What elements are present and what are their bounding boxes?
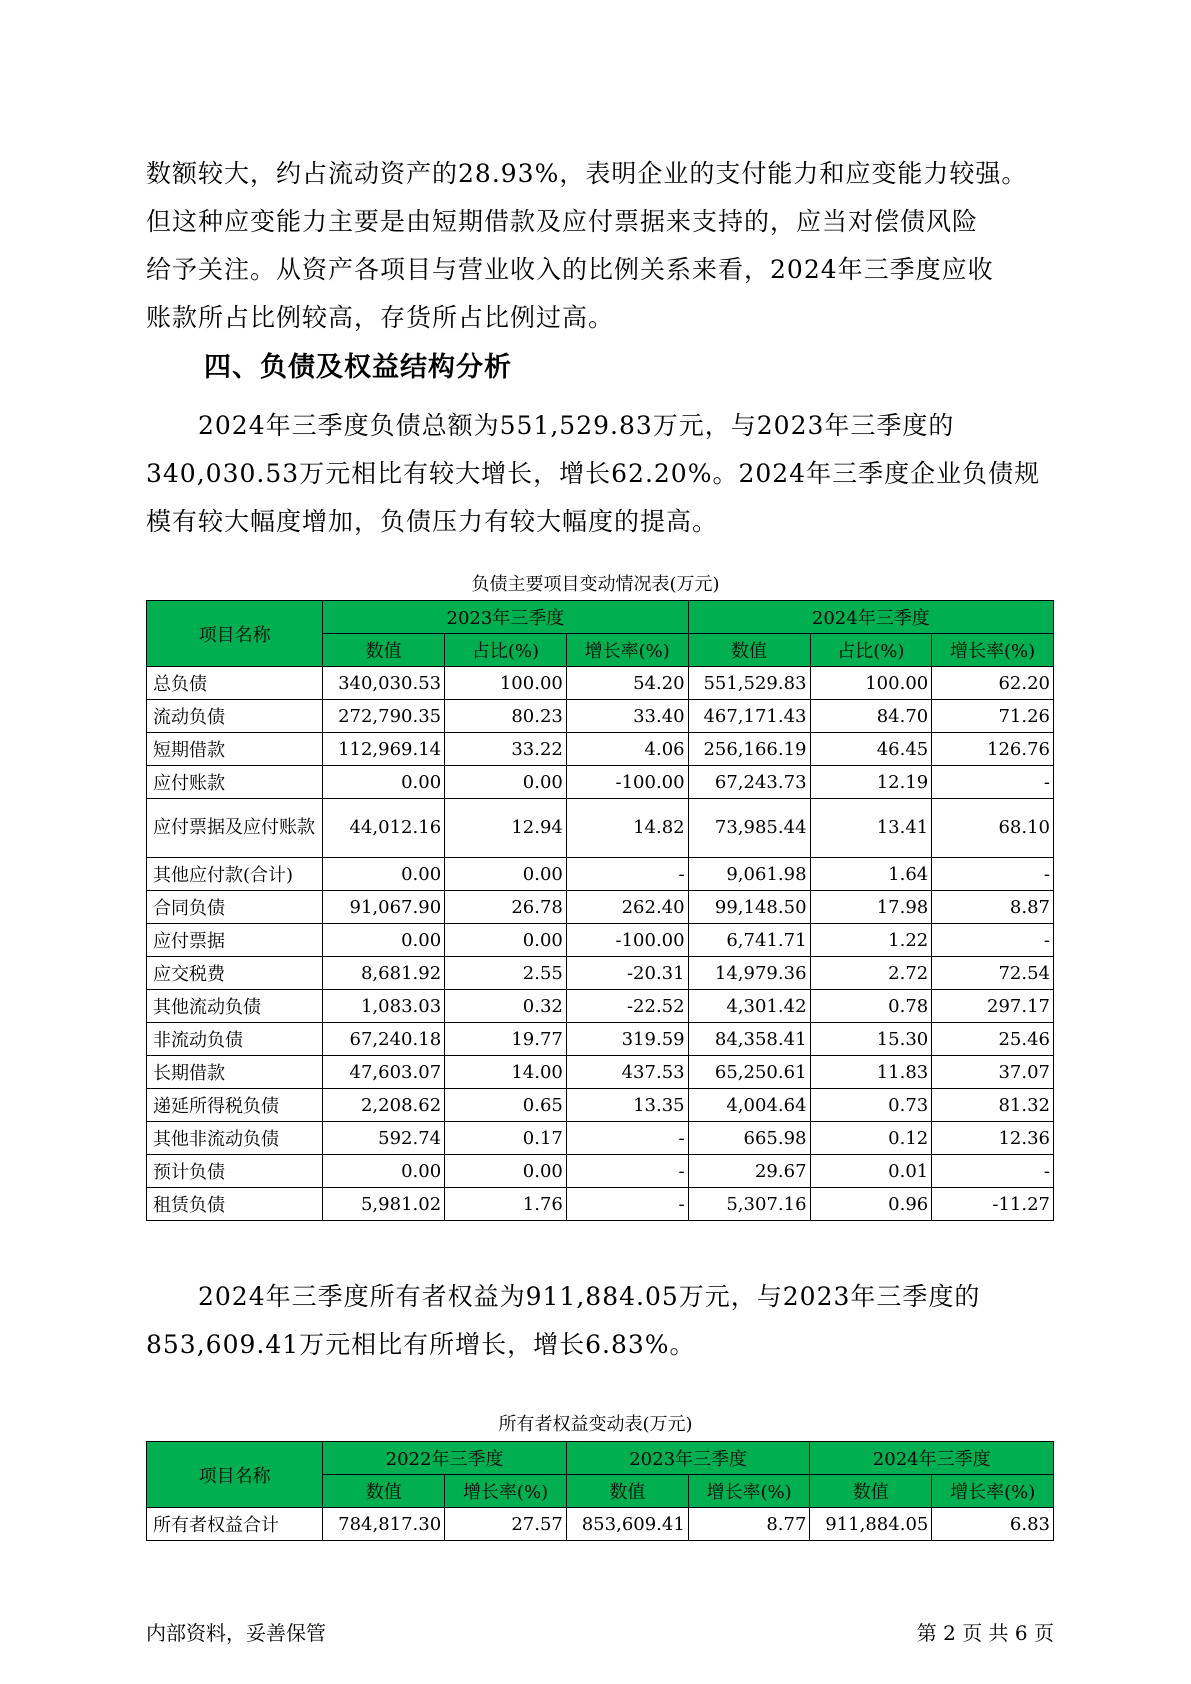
table-cell: 1.22 (810, 924, 932, 957)
paragraph-equity-summary (146, 1273, 1046, 1369)
table-cell: - (932, 1155, 1054, 1188)
table-cell: -20.31 (566, 957, 688, 990)
text-line: 账款所占比例较高，存货所占比例过高。 (146, 303, 615, 332)
table-cell: 319.59 (566, 1023, 688, 1056)
table-cell: 1.76 (445, 1188, 567, 1221)
row-label: 其他流动负债 (147, 990, 323, 1023)
table-cell: 33.40 (566, 700, 688, 733)
table-cell: - (932, 858, 1054, 891)
table-cell: 297.17 (932, 990, 1054, 1023)
table-cell: 73,985.44 (688, 799, 810, 858)
table-row (147, 667, 1054, 700)
table-cell: 665.98 (688, 1122, 810, 1155)
text-line: 但这种应变能力主要是由短期借款及应付票据来支持的，应当对偿债风险 (146, 207, 979, 236)
table-row (147, 990, 1054, 1023)
table-cell: 6.83 (932, 1508, 1054, 1541)
table-cell: 8.77 (688, 1508, 810, 1541)
table-cell: 14.00 (445, 1056, 567, 1089)
table-cell: 0.00 (445, 1155, 567, 1188)
table-cell: 81.32 (932, 1089, 1054, 1122)
table-row (147, 891, 1054, 924)
table-cell: 0.32 (445, 990, 567, 1023)
table-cell: 72.54 (932, 957, 1054, 990)
paragraph-asset-summary (146, 150, 1046, 342)
row-label: 流动负债 (147, 700, 323, 733)
text-line: 数额较大，约占流动资产的28.93%，表明企业的支付能力和应变能力较强。 (146, 159, 1028, 188)
column-header: 数值 (688, 634, 810, 667)
table-cell: 91,067.90 (323, 891, 445, 924)
table-cell: 0.12 (810, 1122, 932, 1155)
equity-table-body (147, 1508, 1054, 1541)
table-cell: - (932, 924, 1054, 957)
table-cell: 0.78 (810, 990, 932, 1023)
table-cell: 592.74 (323, 1122, 445, 1155)
table-row (147, 1122, 1054, 1155)
table-cell: 11.83 (810, 1056, 932, 1089)
table-cell: - (932, 766, 1054, 799)
table-cell: 2.55 (445, 957, 567, 990)
column-header-item-name: 项目名称 (147, 1442, 323, 1508)
table-cell: 5,307.16 (688, 1188, 810, 1221)
column-header: 数值 (323, 634, 445, 667)
table-cell: 4,004.64 (688, 1089, 810, 1122)
table-cell: 33.22 (445, 733, 567, 766)
table-cell: 67,240.18 (323, 1023, 445, 1056)
table-cell: -100.00 (566, 924, 688, 957)
table-cell: 13.35 (566, 1089, 688, 1122)
table-cell: 0.00 (323, 766, 445, 799)
table-cell: - (566, 858, 688, 891)
table-row (147, 1056, 1054, 1089)
table-cell: 340,030.53 (323, 667, 445, 700)
row-label: 租赁负债 (147, 1188, 323, 1221)
table-cell: -11.27 (932, 1188, 1054, 1221)
liabilities-table-body (147, 667, 1054, 1221)
table-cell: 14.82 (566, 799, 688, 858)
table-row (147, 1023, 1054, 1056)
table-cell: 784,817.30 (323, 1508, 445, 1541)
row-label: 短期借款 (147, 733, 323, 766)
row-label: 总负债 (147, 667, 323, 700)
row-label: 其他应付款(合计) (147, 858, 323, 891)
table-cell: 8,681.92 (323, 957, 445, 990)
table-cell: 112,969.14 (323, 733, 445, 766)
table-cell: 272,790.35 (323, 700, 445, 733)
row-label: 应付票据及应付账款 (147, 799, 323, 858)
table-cell: 65,250.61 (688, 1056, 810, 1089)
table-cell: 13.41 (810, 799, 932, 858)
table-row (147, 1155, 1054, 1188)
table-row (147, 1089, 1054, 1122)
equity-table (146, 1441, 1054, 1541)
table-cell: 853,609.41 (566, 1508, 688, 1541)
text-line: 2024年三季度所有者权益为911,884.05万元，与2023年三季度的 (198, 1282, 981, 1311)
table-cell: 4,301.42 (688, 990, 810, 1023)
column-group-header: 2023年三季度 (566, 1442, 810, 1475)
table-cell: 100.00 (810, 667, 932, 700)
row-label: 合同负债 (147, 891, 323, 924)
column-group-header: 2024年三季度 (810, 1442, 1054, 1475)
text-line: 2024年三季度负债总额为551,529.83万元，与2023年三季度的 (198, 411, 955, 440)
table-row (147, 957, 1054, 990)
table-cell: 0.17 (445, 1122, 567, 1155)
table-cell: 256,166.19 (688, 733, 810, 766)
table-row (147, 924, 1054, 957)
table-row (147, 799, 1054, 858)
paragraph-liability-summary (146, 402, 1046, 546)
table-cell: 84,358.41 (688, 1023, 810, 1056)
column-group-header: 2024年三季度 (688, 601, 1053, 634)
row-label: 递延所得税负债 (147, 1089, 323, 1122)
text-line: 853,609.41万元相比有所增长，增长6.83%。 (146, 1330, 696, 1359)
table-cell: 0.00 (323, 1155, 445, 1188)
table-cell: 0.00 (323, 858, 445, 891)
table-cell: 4.06 (566, 733, 688, 766)
table-cell: 126.76 (932, 733, 1054, 766)
table-cell: 100.00 (445, 667, 567, 700)
table-cell: 62.20 (932, 667, 1054, 700)
table-cell: 0.01 (810, 1155, 932, 1188)
table-caption-liabilities: 负债主要项目变动情况表(万元) (471, 574, 720, 595)
column-header-item-name: 项目名称 (147, 601, 323, 667)
table-cell: 44,012.16 (323, 799, 445, 858)
table-cell: - (566, 1188, 688, 1221)
table-row (147, 766, 1054, 799)
row-label: 其他非流动负债 (147, 1122, 323, 1155)
table-cell: 0.00 (445, 858, 567, 891)
row-label: 长期借款 (147, 1056, 323, 1089)
column-header: 占比(%) (445, 634, 567, 667)
table-cell: 27.57 (445, 1508, 567, 1541)
table-cell: 37.07 (932, 1056, 1054, 1089)
row-label: 所有者权益合计 (147, 1508, 323, 1541)
table-cell: 262.40 (566, 891, 688, 924)
table-cell: 551,529.83 (688, 667, 810, 700)
table-row (147, 733, 1054, 766)
table-cell: 911,884.05 (810, 1508, 932, 1541)
column-header: 增长率(%) (932, 1475, 1054, 1508)
footer-page-number: 第 2 页 共 6 页 (916, 1621, 1054, 1645)
table-cell: 2,208.62 (323, 1089, 445, 1122)
row-label: 非流动负债 (147, 1023, 323, 1056)
table-cell: 68.10 (932, 799, 1054, 858)
liabilities-table (146, 600, 1054, 1221)
column-header: 数值 (566, 1475, 688, 1508)
column-header: 占比(%) (810, 634, 932, 667)
table-cell: 0.00 (445, 924, 567, 957)
table-cell: - (566, 1122, 688, 1155)
table-caption-equity: 所有者权益变动表(万元) (498, 1414, 693, 1435)
table-cell: 84.70 (810, 700, 932, 733)
column-header: 增长率(%) (688, 1475, 810, 1508)
table-cell: -100.00 (566, 766, 688, 799)
table-cell: 99,148.50 (688, 891, 810, 924)
text-line: 340,030.53万元相比有较大增长，增长62.20%。2024年三季度企业负债规 (146, 459, 1041, 488)
table-row (147, 1508, 1054, 1541)
column-group-header: 2023年三季度 (323, 601, 688, 634)
table-cell: 14,979.36 (688, 957, 810, 990)
table-cell: 2.72 (810, 957, 932, 990)
table-row (147, 700, 1054, 733)
table-cell: 1.64 (810, 858, 932, 891)
table-cell: 17.98 (810, 891, 932, 924)
table-cell: 0.00 (445, 766, 567, 799)
table-cell: 12.19 (810, 766, 932, 799)
text-line: 模有较大幅度增加，负债压力有较大幅度的提高。 (146, 507, 719, 536)
table-cell: 9,061.98 (688, 858, 810, 891)
section-heading: 四、负债及权益结构分析 (204, 352, 512, 383)
table-cell: 47,603.07 (323, 1056, 445, 1089)
table-cell: 1,083.03 (323, 990, 445, 1023)
row-label: 应付票据 (147, 924, 323, 957)
table-cell: 467,171.43 (688, 700, 810, 733)
table-cell: -22.52 (566, 990, 688, 1023)
table-cell: 6,741.71 (688, 924, 810, 957)
table-row (147, 1188, 1054, 1221)
table-cell: 8.87 (932, 891, 1054, 924)
row-label: 应交税费 (147, 957, 323, 990)
table-cell: 67,243.73 (688, 766, 810, 799)
table-cell: 0.00 (323, 924, 445, 957)
table-cell: 15.30 (810, 1023, 932, 1056)
table-cell: 12.36 (932, 1122, 1054, 1155)
table-cell: 54.20 (566, 667, 688, 700)
table-cell: 12.94 (445, 799, 567, 858)
table-cell: 26.78 (445, 891, 567, 924)
table-cell: 0.96 (810, 1188, 932, 1221)
table-cell: 80.23 (445, 700, 567, 733)
table-row (147, 858, 1054, 891)
column-header: 增长率(%) (566, 634, 688, 667)
row-label: 预计负债 (147, 1155, 323, 1188)
column-group-header: 2022年三季度 (323, 1442, 567, 1475)
table-cell: 25.46 (932, 1023, 1054, 1056)
table-cell: - (566, 1155, 688, 1188)
row-label: 应付账款 (147, 766, 323, 799)
table-cell: 71.26 (932, 700, 1054, 733)
table-cell: 19.77 (445, 1023, 567, 1056)
table-cell: 5,981.02 (323, 1188, 445, 1221)
table-cell: 0.73 (810, 1089, 932, 1122)
table-cell: 0.65 (445, 1089, 567, 1122)
column-header: 增长率(%) (445, 1475, 567, 1508)
column-header: 数值 (810, 1475, 932, 1508)
column-header: 数值 (323, 1475, 445, 1508)
table-cell: 46.45 (810, 733, 932, 766)
table-cell: 29.67 (688, 1155, 810, 1188)
column-header: 增长率(%) (932, 634, 1054, 667)
text-line: 给予关注。从资产各项目与营业收入的比例关系来看，2024年三季度应收 (146, 255, 994, 284)
table-cell: 437.53 (566, 1056, 688, 1089)
footer-left-note: 内部资料，妥善保管 (146, 1621, 326, 1645)
